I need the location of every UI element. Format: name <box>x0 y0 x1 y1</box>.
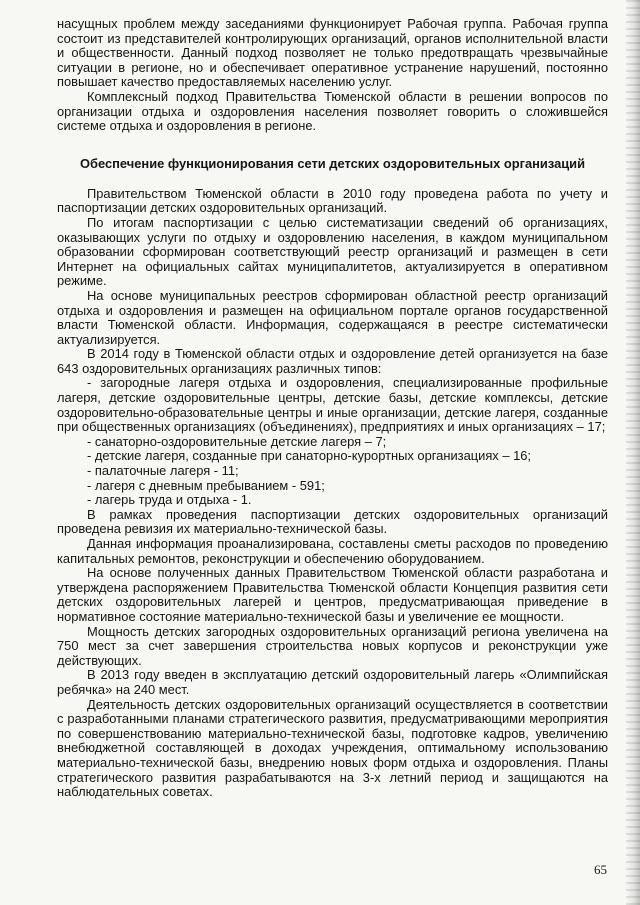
list-item: - лагеря с дневным пребыванием - 591; <box>87 477 325 493</box>
list-item: - загородные лагеря отдыха и оздоровления, специализированные профильные лагеря, детские оздоровительные центры, детские базы, детские комплексы, детские оздоровительно-образовательные центры и иные организации, детские лагеря, созданные при общественных организациях (объединениях), предприятиях и иных организациях – 17; <box>57 375 608 435</box>
paragraph: Комплексный подход Правительства Тюменской области в решении вопросов по организации отдыха и оздоровления населения позволяет говорить о сложившейся системе отдыха и оздоровления в регионе. <box>57 88 608 134</box>
paragraph: На основе полученных данных Правительством Тюменской области разработана и утверждена распоряжением Правительства Тюменской области Концепция развития сети детских оздоровительных лагерей и центров, предусматривающая приведение в нормативное состояние материально-технической базы и увеличение ее мощности. <box>57 565 608 624</box>
paragraph: В 2014 году в Тюменской области отдых и оздоровление детей организуется на базе 643 оздоровительных организациях различных типов: <box>57 346 608 376</box>
paragraph: В 2013 году введен в эксплуатацию детский оздоровительный лагерь «Олимпийская ребячка» на 240 мест. <box>57 667 608 697</box>
list-item: - санаторно-оздоровительные детские лагеря – 7; <box>87 433 387 449</box>
list-item: - палаточные лагеря - 11; <box>87 463 239 479</box>
list-item: - детские лагеря, созданные при санаторно-курортных организациях – 16; <box>87 448 532 464</box>
paragraph: В рамках проведения паспортизации детских оздоровительных организаций проведена ревизия их материально-технической базы. <box>57 506 608 537</box>
paragraph: Данная информация проанализирована, составлены сметы расходов по проведению капитальных ремонтов, реконструкции и обеспечению оборудованием. <box>57 536 608 566</box>
paragraph: Деятельность детских оздоровительных организаций осуществляется в соответствии с разработанными планами стратегического развития, предусматривающими мероприятия по совершенствованию материально-технической базы, подготовке кадров, увеличению внебюджетной составляющей в доходах учреждения, оптимальному использованию материально-технической базы, внедрению новых форм отдыха и оздоровления. Планы стратегического развития разрабатываются на 3-х летний период и защищаются на наблюдательных советах. <box>57 696 608 800</box>
section-heading: Обеспечение функционирования сети детских оздоровительных организаций <box>79 155 586 171</box>
scan-edge-artifact <box>626 0 640 905</box>
page-content <box>57 17 608 800</box>
paragraph: По итогам паспортизации с целью систематизации сведений об организациях, оказывающих услуги по отдыху и оздоровлению населения, в каждом муниципальном образовании сформирован соответствующий реестр организаций и размещен в сети Интернет на официальных сайтах муниципалитетов, актуализируется в оперативном режиме. <box>57 214 608 289</box>
paragraph: Мощность детских загородных оздоровительных организаций региона увеличена на 750 мест за счет завершения строительства новых корпусов и реконструкции уже действующих. <box>57 623 608 668</box>
paragraph: На основе муниципальных реестров сформирован областной реестр организаций отдыха и оздоровления и размещен на официальном портале органов государственной власти Тюменской области. Информация, содержащаяся в реестре систематически актуализируется. <box>57 287 608 347</box>
paragraph-continuation: насущных проблем между заседаниями функционирует Рабочая группа. Рабочая группа состоит из представителей контролирующих организаций, органов исполнительной власти и общественности. Данный подход позволяет не только предотвращать чрезвычайные ситуации в регионе, но и обеспечивает оперативное устранение нарушений, постоянно повышает качество предоставляемых населению услуг. <box>57 16 608 90</box>
paragraph: Правительством Тюменской области в 2010 году проведена работа по учету и паспортизации детских оздоровительных организаций. <box>57 185 608 216</box>
list-item: - лагерь труда и отдыха - 1. <box>87 492 252 508</box>
page-number: 65 <box>594 862 607 877</box>
